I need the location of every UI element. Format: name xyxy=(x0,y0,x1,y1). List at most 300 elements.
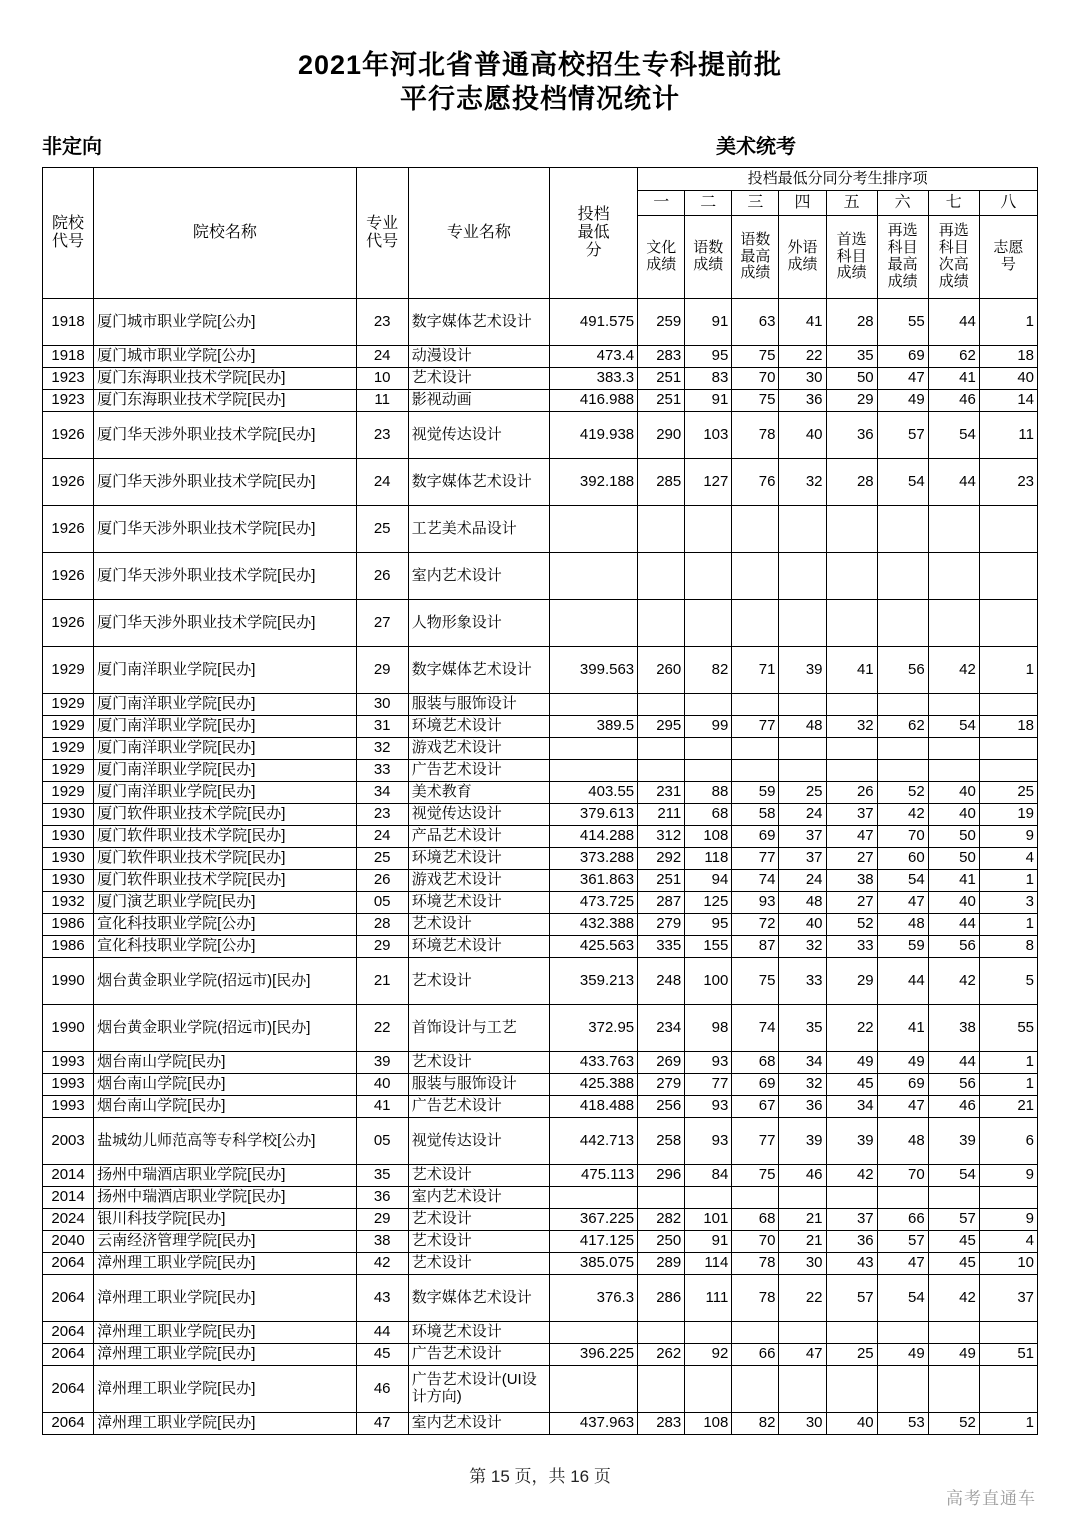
cell-reselect-subject-second-score: 38 xyxy=(928,1005,979,1052)
cell-school-code: 2064 xyxy=(43,1344,94,1366)
table-row[interactable] xyxy=(43,782,1038,804)
cell-culture-score xyxy=(638,738,685,760)
cell-reselect-subject-second-score xyxy=(928,553,979,600)
cell-chinese-math-max-score xyxy=(732,1322,779,1344)
cell-major-code: 24 xyxy=(356,346,408,368)
cell-min-score xyxy=(549,760,637,782)
table-row[interactable] xyxy=(43,1005,1038,1052)
header-subcol-6 xyxy=(877,216,928,299)
cell-school-name: 厦门华天涉外职业技术学院[民办] xyxy=(94,600,357,647)
cell-culture-score: 283 xyxy=(638,346,685,368)
cell-reselect-subject-second-score: 54 xyxy=(928,412,979,459)
cell-chinese-math-max-score: 78 xyxy=(732,412,779,459)
cell-volunteer-number: 1 xyxy=(979,647,1037,694)
cell-first-choice-subject-score: 27 xyxy=(826,848,877,870)
cell-major-name: 环境艺术设计 xyxy=(408,936,549,958)
table-row[interactable] xyxy=(43,506,1038,553)
cell-volunteer-number: 25 xyxy=(979,782,1037,804)
cell-school-code: 1918 xyxy=(43,299,94,346)
cell-school-name: 扬州中瑞酒店职业学院[民办] xyxy=(94,1165,357,1187)
table-row[interactable] xyxy=(43,346,1038,368)
cell-school-code: 1932 xyxy=(43,892,94,914)
cell-culture-score: 312 xyxy=(638,826,685,848)
cell-min-score: 425.388 xyxy=(549,1074,637,1096)
cell-first-choice-subject-score: 33 xyxy=(826,936,877,958)
cell-chinese-math-score: 108 xyxy=(685,1413,732,1435)
page-title-line1: 2021年河北省普通高校招生专科提前批 xyxy=(297,50,783,80)
cell-volunteer-number: 9 xyxy=(979,1209,1037,1231)
cell-major-code: 41 xyxy=(356,1096,408,1118)
cell-reselect-subject-max-score: 66 xyxy=(877,1209,928,1231)
cell-volunteer-number: 5 xyxy=(979,958,1037,1005)
cell-chinese-math-max-score: 93 xyxy=(732,892,779,914)
cell-foreign-language-score xyxy=(779,738,826,760)
table-row[interactable] xyxy=(43,1165,1038,1187)
cell-chinese-math-max-score: 70 xyxy=(732,1231,779,1253)
cell-chinese-math-max-score xyxy=(732,1187,779,1209)
cell-major-name: 首饰设计与工艺 xyxy=(408,1005,549,1052)
table-row[interactable] xyxy=(43,694,1038,716)
cell-min-score xyxy=(549,1322,637,1344)
header-subcol-1 xyxy=(638,216,685,299)
cell-school-code: 2064 xyxy=(43,1253,94,1275)
cell-chinese-math-score: 118 xyxy=(685,848,732,870)
cell-volunteer-number: 9 xyxy=(979,826,1037,848)
cell-reselect-subject-second-score xyxy=(928,738,979,760)
table-row[interactable] xyxy=(43,914,1038,936)
cell-major-code: 28 xyxy=(356,914,408,936)
cell-chinese-math-max-score: 74 xyxy=(732,1005,779,1052)
cell-chinese-math-score: 95 xyxy=(685,346,732,368)
cell-volunteer-number: 40 xyxy=(979,368,1037,390)
header-subcol-8 xyxy=(979,216,1037,299)
cell-school-name: 漳州理工职业学院[民办] xyxy=(94,1344,357,1366)
cell-major-name: 广告艺术设计(UI设计方向) xyxy=(408,1366,549,1413)
cell-chinese-math-score: 77 xyxy=(685,1074,732,1096)
header-subcol-line: 最高 xyxy=(740,247,771,265)
header-subcol-line: 外语 xyxy=(787,239,818,257)
cell-school-name: 厦门软件职业技术学院[民办] xyxy=(94,804,357,826)
table-row[interactable] xyxy=(43,1275,1038,1322)
header-major-code xyxy=(356,168,408,299)
cell-min-score: 432.388 xyxy=(549,914,637,936)
cell-reselect-subject-second-score: 57 xyxy=(928,1209,979,1231)
cell-chinese-math-score: 95 xyxy=(685,914,732,936)
header-subcol-line: 最高 xyxy=(887,256,918,273)
header-subcol-line: 成绩 xyxy=(938,272,969,290)
table-row[interactable] xyxy=(43,1118,1038,1165)
cell-school-name: 漳州理工职业学院[民办] xyxy=(94,1275,357,1322)
cell-min-score xyxy=(549,694,637,716)
cell-chinese-math-max-score xyxy=(732,694,779,716)
table-row[interactable] xyxy=(43,600,1038,647)
table-row[interactable] xyxy=(43,738,1038,760)
table-row[interactable] xyxy=(43,1052,1038,1074)
cell-culture-score xyxy=(638,1322,685,1344)
cell-school-name: 扬州中瑞酒店职业学院[民办] xyxy=(94,1187,357,1209)
cell-reselect-subject-second-score: 45 xyxy=(928,1231,979,1253)
header-subcol-5 xyxy=(826,216,877,299)
cell-reselect-subject-max-score: 47 xyxy=(877,1096,928,1118)
cell-school-code: 1930 xyxy=(43,848,94,870)
cell-first-choice-subject-score: 50 xyxy=(826,368,877,390)
header-min-score-l2: 最低 xyxy=(577,224,610,242)
cell-major-name: 艺术设计 xyxy=(408,1209,549,1231)
cell-foreign-language-score xyxy=(779,1366,826,1413)
table-row[interactable] xyxy=(43,1096,1038,1118)
cell-foreign-language-score xyxy=(779,760,826,782)
cell-reselect-subject-second-score: 40 xyxy=(928,804,979,826)
cell-reselect-subject-max-score: 57 xyxy=(877,1231,928,1253)
cell-school-code: 1926 xyxy=(43,600,94,647)
table-row[interactable] xyxy=(43,553,1038,600)
cell-chinese-math-max-score: 75 xyxy=(732,346,779,368)
cell-min-score: 399.563 xyxy=(549,647,637,694)
table-row[interactable] xyxy=(43,390,1038,412)
cell-culture-score: 279 xyxy=(638,914,685,936)
cell-culture-score xyxy=(638,506,685,553)
table-row[interactable] xyxy=(43,1253,1038,1275)
cell-major-name: 数字媒体艺术设计 xyxy=(408,1275,549,1322)
cell-culture-score: 279 xyxy=(638,1074,685,1096)
cell-reselect-subject-max-score: 47 xyxy=(877,1253,928,1275)
cell-reselect-subject-max-score: 70 xyxy=(877,1165,928,1187)
cell-volunteer-number: 19 xyxy=(979,804,1037,826)
cell-school-name: 厦门南洋职业学院[民办] xyxy=(94,694,357,716)
cell-chinese-math-max-score xyxy=(732,600,779,647)
cell-foreign-language-score: 35 xyxy=(779,1005,826,1052)
cell-reselect-subject-max-score: 69 xyxy=(877,346,928,368)
cell-chinese-math-score: 91 xyxy=(685,390,732,412)
cell-min-score: 442.713 xyxy=(549,1118,637,1165)
cell-first-choice-subject-score xyxy=(826,553,877,600)
cell-min-score: 425.563 xyxy=(549,936,637,958)
table-row[interactable] xyxy=(43,412,1038,459)
cell-major-name: 室内艺术设计 xyxy=(408,1187,549,1209)
cell-chinese-math-max-score: 67 xyxy=(732,1096,779,1118)
cell-volunteer-number: 1 xyxy=(979,1074,1037,1096)
cell-volunteer-number: 1 xyxy=(979,299,1037,346)
header-subcol-line: 科目 xyxy=(938,239,969,257)
cell-reselect-subject-second-score xyxy=(928,506,979,553)
cell-culture-score: 286 xyxy=(638,1275,685,1322)
cell-culture-score xyxy=(638,1366,685,1413)
cell-chinese-math-max-score: 71 xyxy=(732,647,779,694)
cell-foreign-language-score: 40 xyxy=(779,914,826,936)
cell-chinese-math-max-score: 82 xyxy=(732,1413,779,1435)
cell-major-name: 艺术设计 xyxy=(408,1253,549,1275)
cell-first-choice-subject-score: 32 xyxy=(826,716,877,738)
table-row[interactable] xyxy=(43,647,1038,694)
cell-major-code: 40 xyxy=(356,1074,408,1096)
cell-culture-score: 231 xyxy=(638,782,685,804)
admission-type-label: 非定向 xyxy=(42,136,102,158)
header-subcol-7 xyxy=(928,216,979,299)
cell-school-name: 宣化科技职业学院[公办] xyxy=(94,936,357,958)
cell-first-choice-subject-score: 47 xyxy=(826,826,877,848)
cell-school-code: 1993 xyxy=(43,1074,94,1096)
cell-min-score xyxy=(549,1366,637,1413)
table-row[interactable] xyxy=(43,716,1038,738)
cell-school-code: 1993 xyxy=(43,1096,94,1118)
cell-reselect-subject-max-score xyxy=(877,553,928,600)
cell-reselect-subject-max-score: 52 xyxy=(877,782,928,804)
cell-reselect-subject-second-score: 49 xyxy=(928,1344,979,1366)
cell-culture-score: 259 xyxy=(638,299,685,346)
cell-foreign-language-score: 21 xyxy=(779,1209,826,1231)
cell-first-choice-subject-score xyxy=(826,506,877,553)
cell-major-name: 美术教育 xyxy=(408,782,549,804)
table-row[interactable] xyxy=(43,1074,1038,1096)
cell-major-name: 影视动画 xyxy=(408,390,549,412)
cell-first-choice-subject-score: 40 xyxy=(826,1413,877,1435)
cell-reselect-subject-max-score xyxy=(877,506,928,553)
table-row[interactable] xyxy=(43,299,1038,346)
cell-reselect-subject-second-score: 42 xyxy=(928,1275,979,1322)
header-subcol-2 xyxy=(685,216,732,299)
cell-chinese-math-score: 94 xyxy=(685,870,732,892)
table-row[interactable] xyxy=(43,936,1038,958)
cell-chinese-math-max-score: 59 xyxy=(732,782,779,804)
cell-major-name: 艺术设计 xyxy=(408,914,549,936)
cell-school-code: 2064 xyxy=(43,1322,94,1344)
cell-first-choice-subject-score: 27 xyxy=(826,892,877,914)
cell-chinese-math-score xyxy=(685,1187,732,1209)
table-row[interactable] xyxy=(43,1366,1038,1413)
cell-reselect-subject-max-score xyxy=(877,1187,928,1209)
cell-culture-score: 250 xyxy=(638,1231,685,1253)
cell-culture-score: 296 xyxy=(638,1165,685,1187)
cell-chinese-math-score: 92 xyxy=(685,1344,732,1366)
cell-min-score: 359.213 xyxy=(549,958,637,1005)
cell-foreign-language-score: 48 xyxy=(779,716,826,738)
cell-min-score xyxy=(549,600,637,647)
cell-chinese-math-max-score: 63 xyxy=(732,299,779,346)
cell-school-code: 1990 xyxy=(43,1005,94,1052)
cell-volunteer-number xyxy=(979,506,1037,553)
cell-major-name: 数字媒体艺术设计 xyxy=(408,299,549,346)
cell-major-name: 人物形象设计 xyxy=(408,600,549,647)
cell-chinese-math-score: 91 xyxy=(685,1231,732,1253)
cell-volunteer-number xyxy=(979,1366,1037,1413)
cell-reselect-subject-max-score: 69 xyxy=(877,1074,928,1096)
cell-school-code: 1926 xyxy=(43,553,94,600)
cell-reselect-subject-second-score xyxy=(928,1322,979,1344)
header-rank-1: 一 xyxy=(638,191,685,216)
cell-chinese-math-score: 125 xyxy=(685,892,732,914)
cell-school-code: 2040 xyxy=(43,1231,94,1253)
header-subcol-line: 文化 xyxy=(646,239,677,257)
cell-school-name: 烟台南山学院[民办] xyxy=(94,1096,357,1118)
cell-reselect-subject-second-score: 44 xyxy=(928,914,979,936)
cell-school-code: 2064 xyxy=(43,1413,94,1435)
cell-school-code: 1929 xyxy=(43,782,94,804)
cell-first-choice-subject-score xyxy=(826,1366,877,1413)
cell-min-score: 473.4 xyxy=(549,346,637,368)
cell-first-choice-subject-score: 26 xyxy=(826,782,877,804)
cell-reselect-subject-second-score: 62 xyxy=(928,346,979,368)
cell-major-code: 23 xyxy=(356,412,408,459)
cell-reselect-subject-max-score xyxy=(877,1322,928,1344)
cell-chinese-math-score: 98 xyxy=(685,1005,732,1052)
table-row[interactable] xyxy=(43,848,1038,870)
cell-min-score xyxy=(549,1187,637,1209)
table-row[interactable] xyxy=(43,958,1038,1005)
cell-min-score: 372.95 xyxy=(549,1005,637,1052)
cell-first-choice-subject-score: 25 xyxy=(826,1344,877,1366)
cell-school-name: 厦门南洋职业学院[民办] xyxy=(94,716,357,738)
cell-school-code: 1926 xyxy=(43,459,94,506)
cell-culture-score: 269 xyxy=(638,1052,685,1074)
cell-school-code: 1930 xyxy=(43,870,94,892)
cell-chinese-math-score xyxy=(685,600,732,647)
cell-first-choice-subject-score: 49 xyxy=(826,1052,877,1074)
cell-school-code: 2064 xyxy=(43,1275,94,1322)
cell-min-score: 417.125 xyxy=(549,1231,637,1253)
cell-chinese-math-max-score xyxy=(732,553,779,600)
cell-chinese-math-max-score: 87 xyxy=(732,936,779,958)
cell-culture-score: 258 xyxy=(638,1118,685,1165)
cell-school-name: 厦门华天涉外职业技术学院[民办] xyxy=(94,506,357,553)
cell-reselect-subject-max-score: 49 xyxy=(877,1344,928,1366)
cell-chinese-math-max-score: 77 xyxy=(732,848,779,870)
header-subcol-3 xyxy=(732,216,779,299)
table-row[interactable] xyxy=(43,1413,1038,1435)
cell-reselect-subject-max-score: 54 xyxy=(877,1275,928,1322)
table-row[interactable] xyxy=(43,1209,1038,1231)
cell-school-name: 厦门软件职业技术学院[民办] xyxy=(94,870,357,892)
table-row[interactable] xyxy=(43,368,1038,390)
cell-culture-score xyxy=(638,760,685,782)
header-school-code xyxy=(43,168,94,299)
cell-reselect-subject-second-score xyxy=(928,760,979,782)
cell-chinese-math-max-score xyxy=(732,738,779,760)
cell-major-code: 05 xyxy=(356,1118,408,1165)
header-school-code-l1: 院校 xyxy=(52,215,85,233)
cell-volunteer-number: 1 xyxy=(979,1413,1037,1435)
cell-chinese-math-max-score: 78 xyxy=(732,1253,779,1275)
cell-school-name: 漳州理工职业学院[民办] xyxy=(94,1413,357,1435)
table-row[interactable] xyxy=(43,1344,1038,1366)
cell-culture-score: 283 xyxy=(638,1413,685,1435)
admission-score-table xyxy=(42,167,1038,1435)
cell-reselect-subject-second-score: 44 xyxy=(928,299,979,346)
cell-first-choice-subject-score: 45 xyxy=(826,1074,877,1096)
header-min-score-l1: 投档 xyxy=(577,206,610,224)
table-row[interactable] xyxy=(43,1322,1038,1344)
cell-school-name: 厦门软件职业技术学院[民办] xyxy=(94,826,357,848)
cell-school-code: 2064 xyxy=(43,1366,94,1413)
table-row[interactable] xyxy=(43,826,1038,848)
cell-min-score xyxy=(549,506,637,553)
cell-major-code: 47 xyxy=(356,1413,408,1435)
table-row[interactable] xyxy=(43,804,1038,826)
cell-school-name: 厦门东海职业技术学院[民办] xyxy=(94,390,357,412)
cell-reselect-subject-second-score xyxy=(928,1187,979,1209)
cell-reselect-subject-max-score: 44 xyxy=(877,958,928,1005)
cell-first-choice-subject-score: 41 xyxy=(826,647,877,694)
cell-min-score: 473.725 xyxy=(549,892,637,914)
cell-major-name: 环境艺术设计 xyxy=(408,1322,549,1344)
cell-major-code: 39 xyxy=(356,1052,408,1074)
cell-reselect-subject-max-score: 49 xyxy=(877,390,928,412)
table-row[interactable] xyxy=(43,870,1038,892)
cell-reselect-subject-max-score: 41 xyxy=(877,1005,928,1052)
table-row[interactable] xyxy=(43,1187,1038,1209)
cell-culture-score: 251 xyxy=(638,870,685,892)
header-rank-5: 五 xyxy=(826,191,877,216)
cell-chinese-math-score: 103 xyxy=(685,412,732,459)
cell-culture-score: 211 xyxy=(638,804,685,826)
cell-first-choice-subject-score: 37 xyxy=(826,804,877,826)
cell-major-code: 27 xyxy=(356,600,408,647)
cell-volunteer-number: 23 xyxy=(979,459,1037,506)
cell-foreign-language-score: 24 xyxy=(779,804,826,826)
table-row[interactable] xyxy=(43,892,1038,914)
cell-reselect-subject-max-score: 62 xyxy=(877,716,928,738)
cell-reselect-subject-second-score xyxy=(928,600,979,647)
cell-reselect-subject-second-score: 42 xyxy=(928,958,979,1005)
cell-foreign-language-score: 30 xyxy=(779,1413,826,1435)
cell-chinese-math-score: 68 xyxy=(685,804,732,826)
header-school-name: 院校名称 xyxy=(94,168,357,299)
cell-foreign-language-score xyxy=(779,506,826,553)
table-row[interactable] xyxy=(43,760,1038,782)
header-rank-8: 八 xyxy=(979,191,1037,216)
cell-first-choice-subject-score: 29 xyxy=(826,958,877,1005)
header-rank-3: 三 xyxy=(732,191,779,216)
cell-major-name: 艺术设计 xyxy=(408,1052,549,1074)
cell-reselect-subject-max-score: 55 xyxy=(877,299,928,346)
cell-school-name: 厦门南洋职业学院[民办] xyxy=(94,782,357,804)
cell-school-name: 厦门城市职业学院[公办] xyxy=(94,346,357,368)
cell-culture-score: 285 xyxy=(638,459,685,506)
cell-first-choice-subject-score: 38 xyxy=(826,870,877,892)
cell-min-score: 414.288 xyxy=(549,826,637,848)
cell-major-name: 视觉传达设计 xyxy=(408,412,549,459)
table-row[interactable] xyxy=(43,1231,1038,1253)
cell-school-code: 2014 xyxy=(43,1165,94,1187)
header-subcol-line: 语数 xyxy=(693,239,724,257)
header-subcol-line: 语数 xyxy=(740,230,771,248)
cell-school-code: 1990 xyxy=(43,958,94,1005)
header-subcol-4 xyxy=(779,216,826,299)
cell-chinese-math-max-score: 75 xyxy=(732,1165,779,1187)
cell-chinese-math-score: 99 xyxy=(685,716,732,738)
cell-school-code: 1930 xyxy=(43,804,94,826)
cell-chinese-math-max-score xyxy=(732,506,779,553)
cell-min-score: 367.225 xyxy=(549,1209,637,1231)
cell-reselect-subject-second-score: 50 xyxy=(928,826,979,848)
cell-foreign-language-score: 48 xyxy=(779,892,826,914)
cell-first-choice-subject-score: 22 xyxy=(826,1005,877,1052)
cell-chinese-math-score: 93 xyxy=(685,1118,732,1165)
cell-reselect-subject-second-score: 41 xyxy=(928,870,979,892)
table-row[interactable] xyxy=(43,459,1038,506)
cell-school-code: 1929 xyxy=(43,647,94,694)
cell-school-name: 厦门华天涉外职业技术学院[民办] xyxy=(94,459,357,506)
cell-major-code: 29 xyxy=(356,647,408,694)
cell-volunteer-number xyxy=(979,600,1037,647)
cell-major-name: 服装与服饰设计 xyxy=(408,694,549,716)
cell-foreign-language-score xyxy=(779,1322,826,1344)
cell-major-name: 环境艺术设计 xyxy=(408,892,549,914)
cell-foreign-language-score xyxy=(779,553,826,600)
cell-culture-score xyxy=(638,600,685,647)
cell-chinese-math-max-score xyxy=(732,760,779,782)
cell-school-code: 2003 xyxy=(43,1118,94,1165)
cell-chinese-math-score: 108 xyxy=(685,826,732,848)
